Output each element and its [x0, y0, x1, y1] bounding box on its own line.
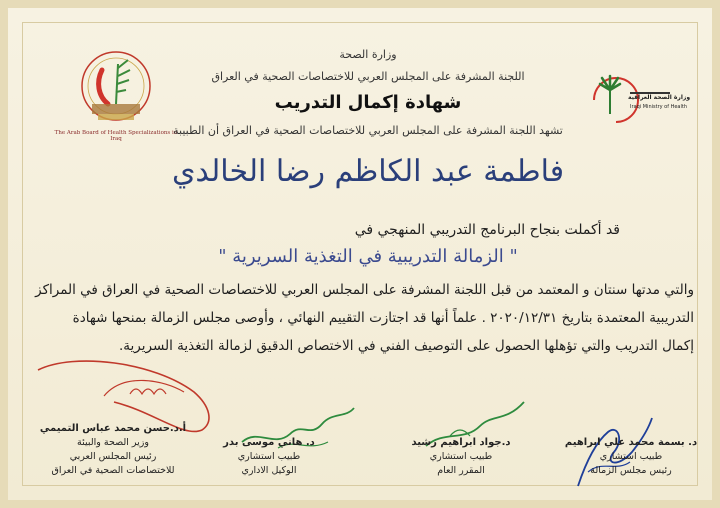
signatory-minister [28, 422, 198, 478]
ministry-name: وزارة الصحة [339, 48, 397, 61]
ministry-logo-caption-en: Iraqi Ministry of Health [630, 104, 688, 110]
signatory-rapporteur [396, 436, 526, 478]
attestation-text: تشهد اللجنة المشرفة على المجلس العربي للاختصاصات الصحية في العراق أن الطبيبة [173, 124, 563, 137]
arab-board-logo-caption: The Arab Board of Health Specializations in Iraq [54, 130, 178, 142]
signatory-role: طبيب استشاري [599, 451, 663, 462]
recipient-name: فاطمة عبد الكاظم رضا الخالدي [171, 154, 565, 189]
program-name: " الزمالة التدريبية في التغذية السريرية " [218, 246, 518, 267]
signatory-name: د.جواد ابراهيم رشيد [411, 437, 511, 448]
body-line-2: التدريبية المعتمدة بتاريخ ٢٠٢٠/١٢/٣١ . علماً أنها قد اجتازت التقييم النهائي ، وأوصى مجلس الزمالة بمنحها شهادة [72, 310, 694, 326]
completion-statement: قد أكملت بنجاح البرنامج التدريبي المنهجي في [354, 222, 620, 238]
signatory-role: طبيب استشاري [237, 451, 301, 462]
signatory-role: رئيس مجلس الزمالة [590, 465, 672, 476]
signatory-role: طبيب استشاري [429, 451, 493, 462]
signatory-role: للاختصاصات الصحية في العراق [51, 465, 175, 476]
signatory-role: الوكيل الاداري [241, 465, 297, 476]
signatory-administrative-deputy [204, 436, 334, 478]
signatory-name: أ.د.حسن محمد عباس التميمي [39, 423, 187, 434]
signatory-name: د. هاني موسى بدر [223, 437, 315, 448]
signatory-role: رئيس المجلس العربي [69, 451, 157, 462]
committee-name: اللجنة المشرفة على المجلس العربي للاختصاصات الصحية في العراق [211, 70, 525, 83]
body-line-3: إكمال التدريب والتي تؤهلها الحصول على التوصيف الفني في الاختصاص الدقيق لزمالة التغذية السريرية. [119, 338, 694, 354]
signatory-role: المقرر العام [437, 465, 485, 476]
body-line-1: والتي مدتها سنتان و المعتمد من قبل اللجنة المشرفة على المجلس العربي للاختصاصات الصحية في العراق في المراكز [35, 282, 694, 298]
signatory-name: د. بسمة محمد علي ابراهيم [564, 437, 698, 448]
certificate-title: شهادة إكمال التدريب [274, 92, 462, 113]
ministry-logo-caption-ar: وزارة الصحة العراقية [628, 94, 691, 101]
signatory-role: وزير الصحة والبيئة [77, 437, 149, 448]
signatory-fellowship-chair [556, 436, 706, 478]
